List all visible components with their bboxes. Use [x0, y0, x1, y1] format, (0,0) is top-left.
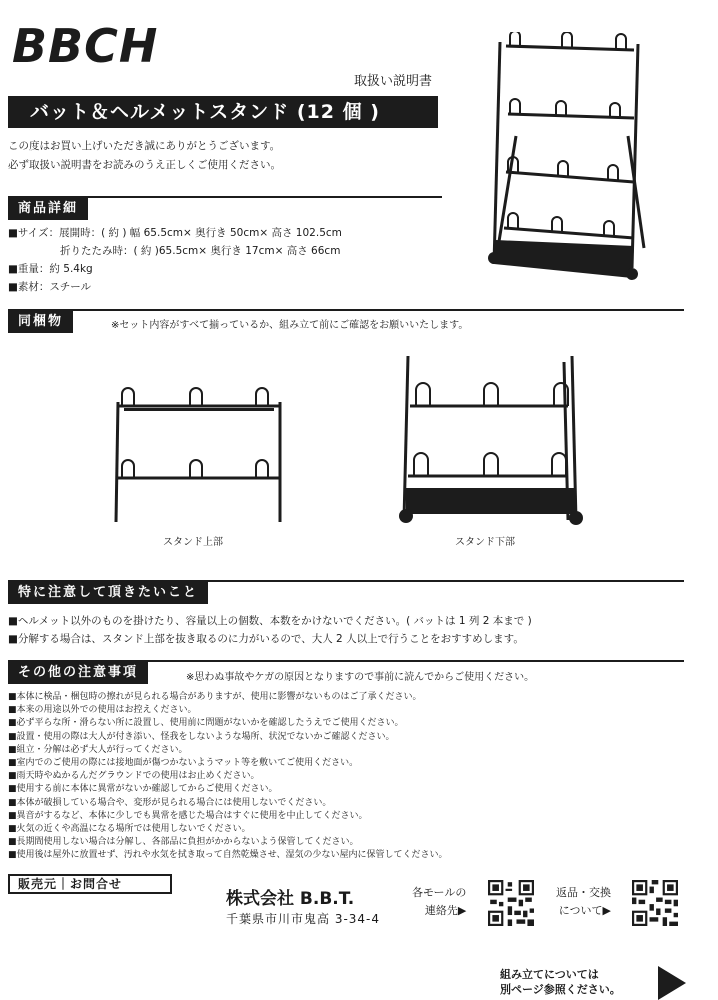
- returns-line: について▶: [558, 904, 611, 917]
- other-item: ■本体に検品・梱包時の擦れが見られる場合がありますが、使用に影響がないものはご了承ください。: [8, 692, 422, 702]
- attention-heading: 特に注意して頂きたいこと: [8, 582, 208, 604]
- other-item: ■必ず平らな所・滑らない所に設置し、使用前に問題がないかを確認したうえでご使用ください。: [8, 718, 404, 729]
- other-item: ■本体が破損している場合や、変形が見られる場合には使用しないでください。: [8, 797, 332, 808]
- assembly-note: [500, 967, 621, 997]
- intro-text: [8, 137, 281, 175]
- details-section-header: [8, 196, 442, 218]
- returns-qr-icon[interactable]: [632, 880, 678, 926]
- other-item: ■雨天時やぬかるんだグラウンドでの使用はお止めください。: [8, 771, 260, 782]
- other-item: ■組立・分解は必ず大人が行ってください。: [8, 744, 188, 755]
- other-item: ■火気の近くや高温になる場所では使用しないでください。: [8, 824, 251, 835]
- mall-contact-text: [412, 884, 466, 920]
- attention-list: [8, 612, 532, 648]
- spec-material: ■素材：スチール: [8, 281, 92, 293]
- manual-label: 取扱い説明書: [354, 74, 433, 89]
- other-item: ■設置・使用の際は大人が付き添い、怪我をしないような場所、状況でないかご確認ください。: [8, 731, 395, 742]
- intro-line: 必ず取扱い説明書をお読みのうえ正しくご使用ください。: [8, 159, 281, 171]
- lower-stand-caption: スタンド下部: [455, 537, 515, 548]
- seller-label: 販売元｜お問合せ: [8, 874, 172, 894]
- assembly-line: 別ページ参照ください。: [500, 983, 621, 996]
- spec-list: [8, 224, 342, 296]
- attention-section-header: [8, 580, 684, 602]
- next-page-arrow-icon[interactable]: [658, 966, 686, 1000]
- mall-contact-qr-icon[interactable]: [488, 880, 534, 926]
- contents-note: ※セット内容がすべて揃っているか、組み立て前にご確認をお願いいたします。: [111, 320, 469, 331]
- product-title: バット＆ヘルメットスタンド (12 個 ): [8, 96, 438, 128]
- attention-item: ■分解する場合は、スタンド上部を抜き取るのに力がいるので、大人 2 人以上で行うことをおすすめします。: [8, 633, 524, 645]
- details-heading: 商品詳細: [8, 198, 88, 220]
- other-section-header: [8, 660, 684, 682]
- spec-size-folded: 折りたたみ時：( 約 )65.5cm× 奥行き 17cm× 高さ 66cm: [60, 245, 341, 257]
- contents-section-header: [8, 309, 684, 331]
- upper-stand-caption: スタンド上部: [163, 537, 223, 548]
- stand-lower-image: [396, 352, 588, 528]
- other-item: ■長期間使用しない場合は分解し、各部品に負担がかからないよう保管してください。: [8, 837, 359, 848]
- section-rule: [8, 309, 684, 311]
- other-item: ■室内でのご使用の際には接地面が傷つかないようマット等を敷いてご使用ください。: [8, 758, 359, 769]
- other-item: ■使用後は屋外に放置せず、汚れや水気を拭き取って自然乾燥させ、湿気の少ない屋内に保管してください。: [8, 850, 448, 861]
- returns-text: [556, 884, 611, 920]
- other-item: ■異音がするなど、本体に少しでも異常を感じた場合はすぐに使用を中止してください。: [8, 810, 368, 821]
- mall-contact-line: 連絡先▶: [424, 904, 467, 917]
- contents-heading: 同梱物: [8, 311, 73, 333]
- other-list: [8, 691, 448, 863]
- spec-weight: ■重量：約 5.4kg: [8, 263, 93, 275]
- bbch-logo: [10, 18, 180, 70]
- company-address: 千葉県市川市鬼高 3-34-4: [226, 912, 381, 926]
- mall-contact-line: 各モールの: [412, 886, 467, 899]
- other-heading: その他の注意事項: [8, 662, 148, 684]
- other-note: ※思わぬ事故やケガの原因となりますので事前に読んでからご使用ください。: [186, 672, 535, 683]
- other-item: ■使用する前に本体に異常がないか確認してからご使用ください。: [8, 784, 278, 795]
- stand-assembled-image: [486, 32, 648, 286]
- spec-size: ■サイズ：展開時：( 約 ) 幅 65.5cm× 奥行き 50cm× 高さ 102.5cm: [8, 227, 342, 239]
- intro-line: この度はお買い上げいただき誠にありがとうございます。: [8, 140, 281, 152]
- stand-upper-image: [110, 382, 286, 524]
- returns-line: 返品・交換: [556, 886, 611, 899]
- assembly-line: 組み立てについては: [500, 968, 599, 981]
- attention-item: ■ヘルメット以外のものを掛けたり、容量以上の個数、本数をかけないでください。( バットは 1 列 2 本まで ): [8, 615, 532, 627]
- company-name: 株式会社 B.B.T.: [226, 889, 355, 909]
- svg-text:BBCH: BBCH: [12, 19, 159, 70]
- other-item: ■本来の用途以外での使用はお控えください。: [8, 705, 197, 716]
